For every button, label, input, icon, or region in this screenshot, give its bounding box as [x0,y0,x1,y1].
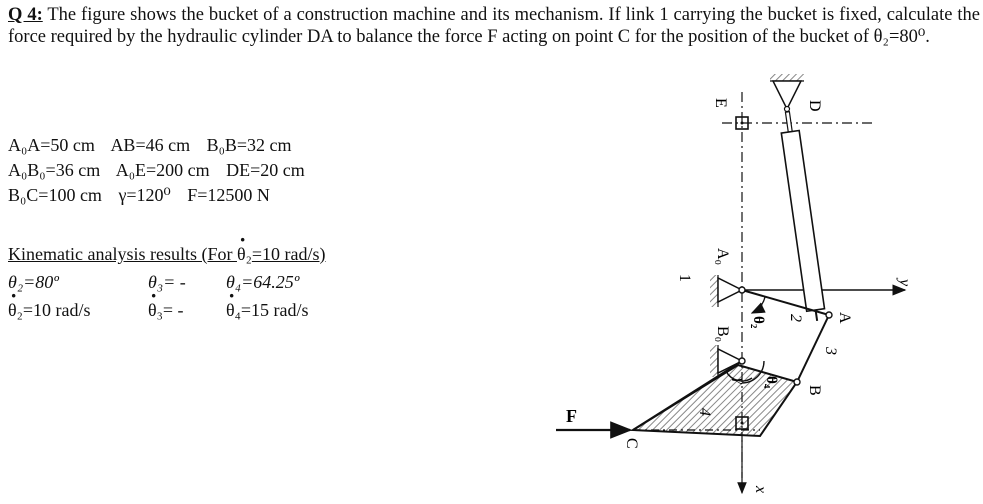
label-link-4: 4 [696,408,713,416]
param-gamma: γ=120⁰ [118,185,171,205]
label-c: C [623,438,640,449]
ground-support-d [773,81,801,109]
label-theta2: θ₂ [750,316,766,329]
label-a: A [836,312,853,324]
label-theta4: θ₄ [763,376,779,389]
label-link-3: 3 [822,347,839,355]
param-b0c: B₀C=100 cm [8,185,102,205]
question-label: Q 4: [8,5,43,25]
kinematic-title: Kinematic analysis results (For · θ₂=10 rad/s) [8,240,386,268]
label-a0: A₀ [714,248,731,266]
omega3-value: · θ₃= - [148,296,226,324]
label-link-1: 1 [676,274,693,282]
theta2-value: θ₂=80º [8,272,59,292]
omega4-value: · θ₄=15 rad/s [226,296,386,324]
ground-hatch-b0 [710,345,718,377]
ground-hatch-d [770,74,804,81]
label-d: D [806,100,823,112]
joint-a0 [739,287,745,293]
label-link-2: 2 [787,314,804,322]
param-de: DE=20 cm [226,160,305,180]
ground-hatch-a0 [710,275,718,307]
param-a0a: A₀A=50 cm [8,135,95,155]
param-b0b: B₀B=32 cm [206,135,292,155]
param-force: F=12500 N [187,185,270,205]
label-b: B [806,385,823,396]
joint-b [794,379,800,385]
param-a0b0: A₀B₀=36 cm [8,160,101,180]
theta4-value: θ₄=64.25º [226,272,300,292]
label-f: F [566,406,577,426]
param-ab: AB=46 cm [110,135,191,155]
joint-a [826,312,832,318]
label-x: x [752,486,769,494]
label-b0: B₀ [714,326,731,343]
theta3-value: θ₃= - [148,272,186,292]
param-a0e: A₀E=200 cm [115,160,210,180]
label-y: y [896,279,913,287]
omega2-value: · θ₂=10 rad/s [8,296,148,324]
label-e: E [712,98,729,108]
question-text: The figure shows the bucket of a construction machine and its mechanism. If link 1 carrying the bucket is fixed, calculate the force required by the hydraulic cylinder DA to balance the force F acting on point C for the position of the bucket of θ₂=80⁰. [8,5,980,47]
theta2-arc [752,297,765,313]
label-gamma: γ [731,378,747,384]
joint-b0 [739,358,745,364]
